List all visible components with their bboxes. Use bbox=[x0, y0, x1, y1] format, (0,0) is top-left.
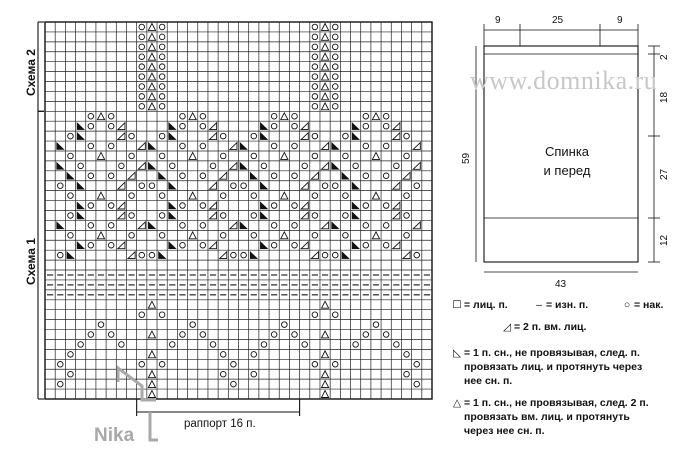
dim-bottom-width: 43 bbox=[555, 279, 567, 290]
legend-s2p-block bbox=[450, 396, 649, 438]
piece-label-line2: и перед bbox=[543, 163, 591, 178]
legend-skp-line2: провязать лиц. и протянуть через bbox=[464, 361, 643, 373]
legend-skp-block bbox=[450, 346, 642, 388]
legend-knit: = лиц. п. bbox=[464, 299, 508, 311]
s2p-triangle-icon: △ bbox=[452, 397, 462, 409]
repeat-label: раппорт 16 п. bbox=[184, 418, 256, 430]
chart-grid bbox=[45, 22, 432, 399]
legend-skp-line3: нее сн. п. bbox=[464, 375, 513, 387]
k2tog-triangle-icon: ◿ bbox=[502, 321, 512, 333]
legend-k2tog-row bbox=[500, 320, 586, 334]
scheme1-label: Схема 1 bbox=[24, 238, 38, 285]
legend-purl-row bbox=[532, 298, 588, 312]
legend-s2p-line1: = 1 п. сн., не провязывая, след. 2 п. bbox=[464, 397, 649, 409]
legend-k2tog: = 2 п. вм. лиц. bbox=[514, 321, 587, 333]
dim-top-mid: 25 bbox=[552, 15, 564, 26]
dim-right-3: 27 bbox=[659, 168, 670, 180]
dim-top-right: 9 bbox=[617, 15, 623, 26]
nika-logo: Nika bbox=[94, 425, 135, 446]
dim-right-2: 18 bbox=[659, 91, 670, 103]
skp-triangle-icon: ◺ bbox=[452, 347, 462, 359]
piece-label bbox=[512, 142, 622, 180]
dim-right-4: 12 bbox=[659, 234, 670, 246]
purl-dash-icon: – bbox=[536, 299, 542, 311]
legend-s2p-line2: провязать вм. лиц. и протянуть bbox=[464, 411, 630, 423]
legend-purl: = изн. п. bbox=[546, 299, 589, 311]
legend-yo-row bbox=[620, 298, 663, 312]
knit-square-icon: ☐ bbox=[452, 299, 462, 311]
yarn-over-circle-icon: ○ bbox=[623, 299, 631, 311]
legend-skp-line1: = 1 п. сн., не провязывая, след. п. bbox=[464, 347, 640, 359]
scheme2-label: Схема 2 bbox=[24, 49, 38, 96]
nika-arrow-tail bbox=[150, 412, 158, 440]
site-watermark: www.domnika.ru bbox=[470, 66, 658, 95]
dim-top-left: 9 bbox=[495, 15, 501, 26]
dim-right-1: 2 bbox=[659, 54, 670, 60]
piece-label-line1: Спинка bbox=[544, 144, 590, 159]
legend-yarn-over: = нак. bbox=[634, 299, 664, 311]
dim-left-height: 59 bbox=[461, 152, 472, 164]
legend-row-1 bbox=[450, 298, 508, 312]
legend-s2p-line3: через нее сн. п. bbox=[464, 425, 545, 437]
